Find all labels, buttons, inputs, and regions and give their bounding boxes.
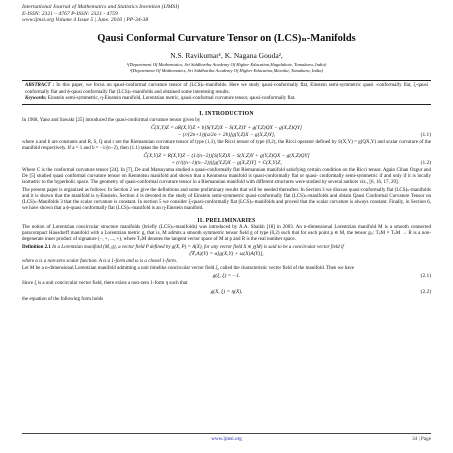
page-number: 34 | Page <box>412 436 431 442</box>
intro-paragraph-4: The present paper is organized as follows: In Section 2 we give the definitions and some preliminary results that will be needed thereafter. In Section 3 we discuss quasi-conformally flat (LCS)ₙ-manifolds and it is shown that the manifold is η-Einstein. Section 4 is devoted to the study of Einstein semi-symmetric quasi-conformally flat (LCS)ₙ-manifolds and obtain Qausi Conformal Curvature Tensor on (LCS)ₙ-Manifolds 3 that the scalar curvature is constant. In section 5 we consider ξ-quasi-conformally flat (LCS)ₙ-manifolds and proved that the scalar curvature is always constant. Finally, in Section 6, we have shown that a ϕ-quasi conformally flat (LCS)ₙ-manifold is an η-Einstein manifold. <box>22 187 431 211</box>
section-heading-introduction: I. INTRODUCTION <box>199 110 254 117</box>
equation-1-2-line-2: + (r/((n−1)(n−2)))[g(Y,Z)X − g(X,Z)Y] = C(X,Y)Z, <box>171 160 282 167</box>
equation-2-1-body: g(ξ, ξ) = −1. <box>212 273 241 280</box>
intro-paragraph-3: Where C is the conformal curvature tensor [24]. In [7], De and Matsuyama studied a quasi-conformally flat Riemannian manifold satisfying certain condition on the Ricci tensor. Again Cihan Ozgur and De [5] studied quasi conformal curvature tensor on Kenmotsu manifold and shown that a Kenmotsu manifold is quasi-conformally flat or quasi- conformally semi-symmetric if and only if it is locally isometric to the hyperbolic space. The geometry of quasi-conformal curvature tensor in a Riemannian manifold with different structures were studied by several authors viz., [6, 16, 17, 20]. <box>22 168 431 186</box>
journal-name: International Journal of Mathematics and Statistics Invention (IJMSI) <box>22 4 180 10</box>
equation-1-1-line-1: C̃(X,Y)Z = aR(X,Y)Z + b[S(Y,Z)X − S(X,Z)Y + g(Y,Z)QX − g(X,Z)QY] <box>150 125 303 132</box>
equation-number: (2.2) <box>420 288 431 295</box>
affiliation-1: ¹(Department Of Mathematics, Sri Siddhartha Academy Of Higher Education,Hagalakote, Tumakuru, India) <box>126 61 327 67</box>
definition-label: Definition 2.1 <box>22 245 51 251</box>
equation-2-2-body: g(X, ξ) = η(X), <box>210 288 243 295</box>
intro-paragraph-1: In 1968, Yano and Sawaki [25] introduced the quasi-conformal curvature tensor given by <box>22 117 201 123</box>
page-footer <box>22 433 431 442</box>
prelim-paragraph-2: where α is a non-zero scalar function. A is a 1-form and ω is a closed 1-form. <box>22 259 178 265</box>
journal-volume: www.ijmsi.org Volume 4 Issue 5 | June. 2016 | PP-34-38 <box>22 17 149 24</box>
affiliation-2: ²(Department Of Mathematics, Sri Siddhartha Academy Of Higher Education,Maralur, Tumakuru, India) <box>129 67 324 73</box>
footer-url-link[interactable]: www.ijmsi.org <box>211 436 242 442</box>
abstract-block <box>22 80 431 105</box>
equation-1-2 <box>22 153 431 167</box>
keywords-text: Einstein semi-symmetric, η-Einstein manifold, Lorentzian metric, qausi-conformal curvature tensor, qausi-conformally flat. <box>47 95 296 101</box>
abstract-text: In this paper, we focus on qausi-conformal curvature tensor of (LCS)ₙ-manifolds. Here we study qausi-conformally flat, Einstein semi-symmetric qausi -conformally flat, ξ-qausi conformally flat and ϕ-qausi conformally flat (LCS)ₙ-manifolds and obtained some interesting results. <box>25 83 429 95</box>
equation-2-1 <box>22 273 431 280</box>
footer-divider <box>22 433 431 434</box>
equation-1-2-line-1: C̃(X,Y)Z = R(X,Y)Z − (1/(n−2))[S(Y,Z)X − S(X,Z)Y + g(Y,Z)QX − g(X,Z)QY] <box>143 153 310 160</box>
journal-issn: E-ISSN: 2321 – 4767 P-ISSN: 2321 - 4759 <box>22 10 118 17</box>
prelim-paragraph-1: The notion of Lorentzian concircular structure manifolds (briefly (LCS)ₙ-manifolds) was introduced by A.A. Shaikh [18] in 2003. An n-dimensional Lorentzian manifold M is a smooth connected paracompact Hausdorff manifold with a Lorentzian metric g, that is, M admits a smooth symmetric tensor field g of type (0,2) such that for each point p ∈ M, the tensor gₚ: TₚM × TₚM → R is a non-degenerate inner product of signature (−, +, ..., +), where TₚM denotes the tangent vector space of M at p and R is the real number space. <box>22 224 431 243</box>
keywords-label: Keywords: <box>25 95 47 101</box>
prelim-paragraph-4: Since ξ is a unit concircular vector field, there exists a non-zero 1-form η such that <box>22 281 188 287</box>
paper-authors: N.S. Ravikumar¹, K. Nagana Gouda², <box>170 50 283 60</box>
equation-concircular: (∇ₓA)(Y) = α[g(X,Y) + ω(X)A(Y)], <box>189 251 264 258</box>
abstract-label: ABSTRACT : <box>25 83 55 89</box>
paper-title: Qausi Conformal Curvature Tensor on (LCS)ₙ-Manifolds <box>97 32 356 44</box>
intro-paragraph-2: where a and b are constants and R, S, Q and r are the Riemannian curvature tensor of type (1,3), the Ricci tensor of type (0,2), the Ricci operator defined by S(X,Y) = g(QX,Y) and scalar curvature of the manifold respectively. If a = 1 and b = −1/(n−2), then (1.1) takes the form <box>22 140 431 152</box>
definition-text: In a Lorentzian manifold (M, g), a vector field P defined by g(X, P) = A(X), for any vector field X ∈ χ(M) is said to be a concircular vector field if <box>52 245 344 251</box>
equation-2-2 <box>22 289 431 296</box>
prelim-paragraph-5: the equation of the following form holds <box>22 296 104 302</box>
author-affiliations <box>22 62 431 74</box>
equation-number: (1.1) <box>420 132 431 139</box>
equation-1-1-line-2: − (r/(2n+1))(a/2n + 2b)[g(Y,Z)X − g(X,Z)Y], <box>177 132 276 139</box>
equation-number: (1.2) <box>420 160 431 167</box>
equation-number: (2.1) <box>420 273 431 280</box>
equation-1-1 <box>22 125 431 139</box>
prelim-paragraph-3: Let M be a n-dimensional Lorentzian manifold admitting a unit timelike concircular vector field ξ, called the characteristic vector field of the manifold. Then we have <box>22 266 355 272</box>
journal-header <box>22 4 431 24</box>
section-heading-preliminaries: II. PRELIMINARIES <box>197 217 256 224</box>
